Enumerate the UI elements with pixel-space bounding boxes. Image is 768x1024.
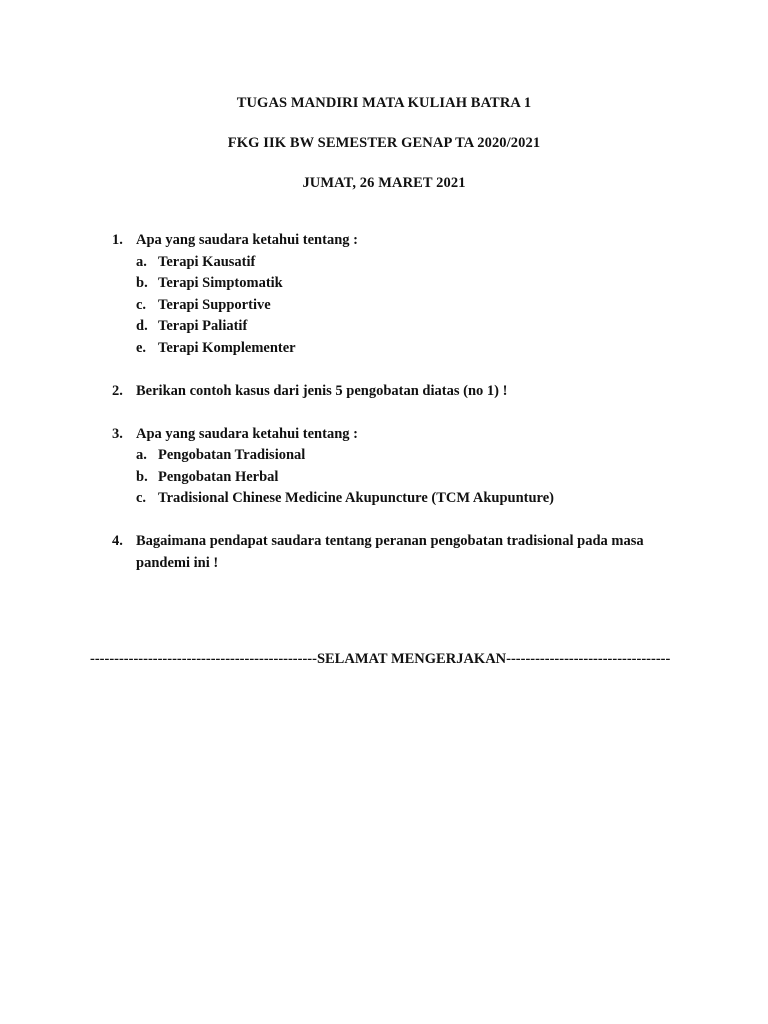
question-text: Berikan contoh kasus dari jenis 5 pengobatan diatas (no 1) ! [136,382,508,399]
item-text: Terapi Paliatif [158,318,248,334]
question-4 [112,531,692,574]
item-text: Terapi Supportive [158,296,271,313]
title-line-2: FKG IIK BW SEMESTER GENAP TA 2020/2021 [227,135,541,151]
item-text: Pengobatan Herbal [158,468,279,485]
item-letter: d. [136,318,148,334]
list-item [136,488,692,510]
closing-line: -----------------------------------------------SELAMAT MENGERJAKAN---------------------------------- [90,651,671,667]
question-text: Apa yang saudara ketahui tentang : [136,232,358,248]
title-line-1: TUGAS MANDIRI MATA KULIAH BATRA 1 [236,95,532,111]
item-text: Pengobatan Tradisional [158,447,306,463]
title-line-3: JUMAT, 26 MARET 2021 [302,175,466,191]
question-2 [112,381,692,403]
item-letter: a. [136,253,147,270]
question-3-options [136,445,692,510]
question-3 [112,424,692,510]
question-1-options [136,252,692,360]
list-item [136,273,692,295]
list-item [136,252,692,274]
list-item [136,338,692,360]
question-1 [112,230,692,359]
question-text: Apa yang saudara ketahui tentang : [136,425,358,442]
question-text: Bagaimana pendapat saudara tentang peranan pengobatan tradisional pada masa pandemi ini ! [136,533,644,571]
item-letter: c. [136,296,147,313]
item-text: Terapi Simptomatik [158,275,283,291]
item-letter: c. [136,490,147,506]
item-text: Terapi Kausatif [158,253,256,270]
question-number: 1. [112,232,123,248]
list-item [136,295,692,317]
item-text: Tradisional Chinese Medicine Akupuncture (TCM Akupunture) [158,490,554,506]
item-letter: b. [136,468,148,485]
list-item [136,316,692,338]
item-letter: a. [136,447,147,463]
list-item [136,445,692,467]
list-item [136,467,692,489]
item-letter: b. [136,275,148,291]
item-text: Terapi Komplementer [158,339,296,356]
question-number: 2. [112,382,123,399]
question-number: 3. [112,425,123,442]
question-list [112,230,692,596]
question-number: 4. [112,533,123,549]
item-letter: e. [136,339,147,356]
